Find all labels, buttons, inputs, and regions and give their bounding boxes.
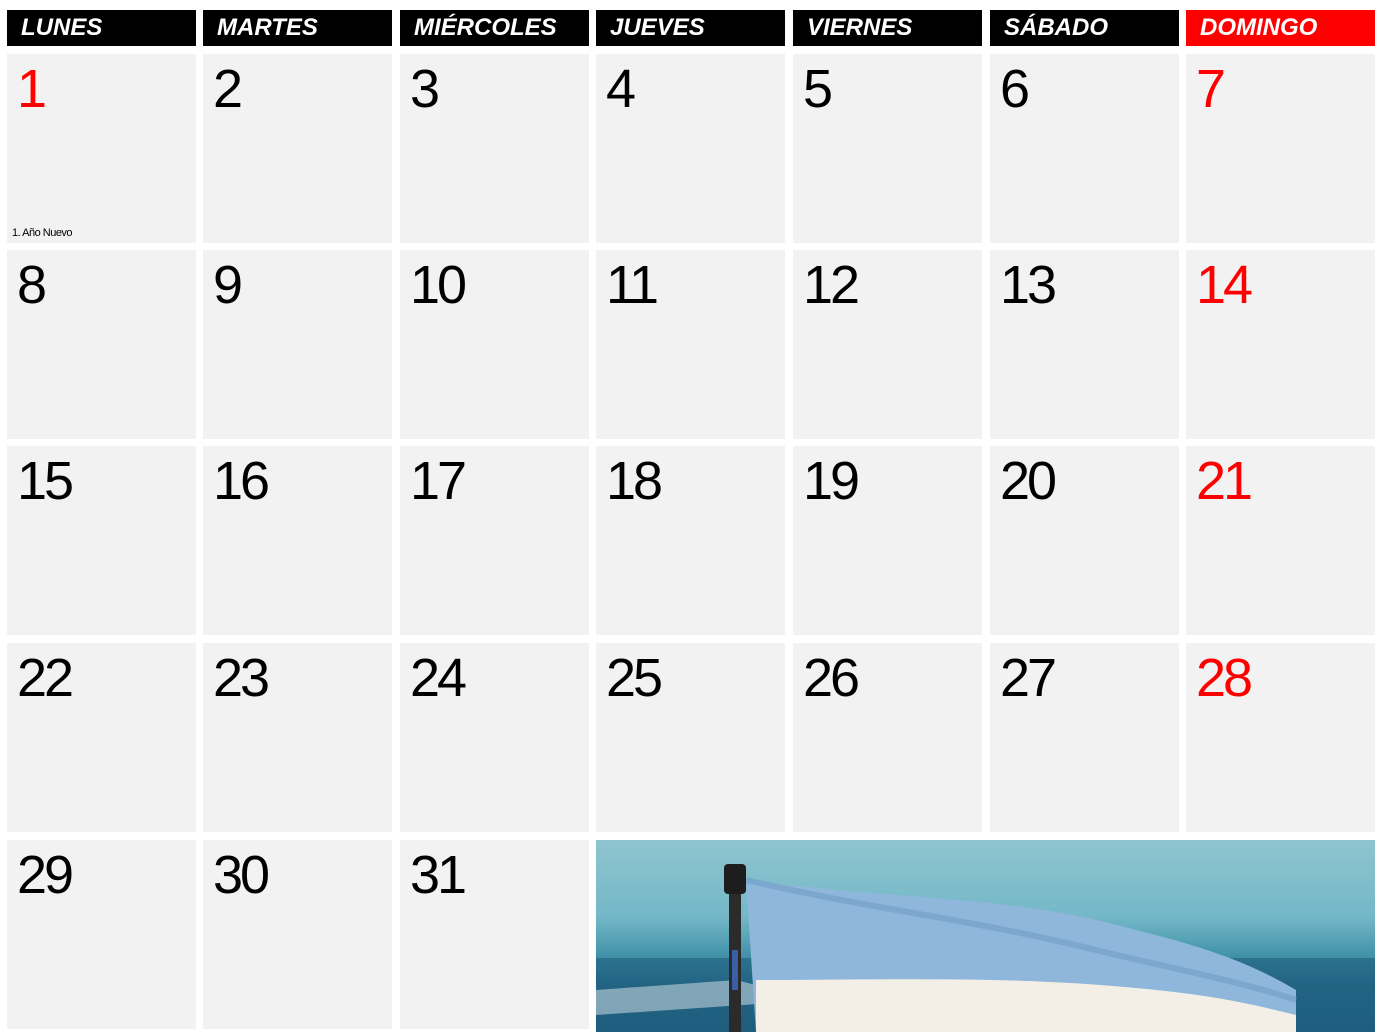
day-number: 15: [17, 451, 72, 511]
day-cell[interactable]: [1186, 446, 1375, 635]
day-number: 24: [410, 648, 465, 708]
day-number: 18: [606, 451, 661, 511]
weekday-header-5: VIERNES: [793, 10, 982, 46]
day-number: 13: [1000, 255, 1055, 315]
day-number: 11: [606, 255, 657, 315]
day-number: 25: [606, 648, 661, 708]
day-cell[interactable]: [400, 446, 589, 635]
day-number: 5: [803, 59, 831, 119]
day-number: 20: [1000, 451, 1055, 511]
day-cell[interactable]: [400, 250, 589, 439]
day-cell[interactable]: [990, 446, 1179, 635]
day-number: 12: [803, 255, 858, 315]
day-cell[interactable]: [990, 250, 1179, 439]
day-number: 16: [213, 451, 268, 511]
day-number: 3: [410, 59, 438, 119]
day-number: 30: [213, 845, 268, 905]
holiday-note: 1. Año Nuevo: [12, 227, 73, 239]
day-number: 22: [17, 648, 72, 708]
day-number: 21: [1196, 451, 1251, 511]
day-number: 28: [1196, 648, 1251, 708]
day-cell[interactable]: [596, 643, 785, 832]
day-cell[interactable]: [7, 250, 196, 439]
day-number: 14: [1196, 255, 1251, 315]
day-number: 1: [17, 59, 45, 119]
day-cell[interactable]: [400, 54, 589, 243]
day-number: 17: [410, 451, 465, 511]
day-cell[interactable]: [7, 446, 196, 635]
day-cell[interactable]: [1186, 250, 1375, 439]
day-cell[interactable]: [203, 840, 392, 1029]
weekday-header-4: JUEVES: [596, 10, 785, 46]
weekday-header-1: LUNES: [7, 10, 196, 46]
day-cell[interactable]: [7, 840, 196, 1029]
day-cell[interactable]: [596, 446, 785, 635]
day-number: 6: [1000, 59, 1028, 119]
flag-photo: [596, 840, 1375, 1032]
day-cell[interactable]: [400, 840, 589, 1029]
day-number: 9: [213, 255, 241, 315]
day-cell[interactable]: [793, 250, 982, 439]
day-number: 27: [1000, 648, 1055, 708]
day-cell[interactable]: [596, 54, 785, 243]
weekday-header-6: SÁBADO: [990, 10, 1179, 46]
day-cell[interactable]: [596, 250, 785, 439]
day-number: 8: [17, 255, 45, 315]
weekday-header-3: MIÉRCOLES: [400, 10, 589, 46]
day-cell[interactable]: [1186, 54, 1375, 243]
day-cell[interactable]: [7, 54, 196, 243]
day-cell[interactable]: [400, 643, 589, 832]
day-cell[interactable]: [7, 643, 196, 832]
day-number: 31: [410, 845, 465, 905]
day-number: 23: [213, 648, 268, 708]
day-number: 10: [410, 255, 465, 315]
day-cell[interactable]: [203, 54, 392, 243]
day-number: 26: [803, 648, 858, 708]
day-cell[interactable]: [990, 643, 1179, 832]
day-cell[interactable]: [793, 643, 982, 832]
day-cell[interactable]: [203, 250, 392, 439]
weekday-header-7: DOMINGO: [1186, 10, 1375, 46]
day-number: 29: [17, 845, 72, 905]
day-cell[interactable]: [1186, 643, 1375, 832]
day-cell[interactable]: [793, 446, 982, 635]
flag-image: [596, 840, 1375, 1032]
day-number: 2: [213, 59, 241, 119]
day-number: 19: [803, 451, 858, 511]
day-number: 7: [1196, 59, 1224, 119]
day-cell[interactable]: [793, 54, 982, 243]
day-number: 4: [606, 59, 634, 119]
weekday-header-2: MARTES: [203, 10, 392, 46]
day-cell[interactable]: [203, 643, 392, 832]
day-cell[interactable]: [990, 54, 1179, 243]
day-cell[interactable]: [203, 446, 392, 635]
